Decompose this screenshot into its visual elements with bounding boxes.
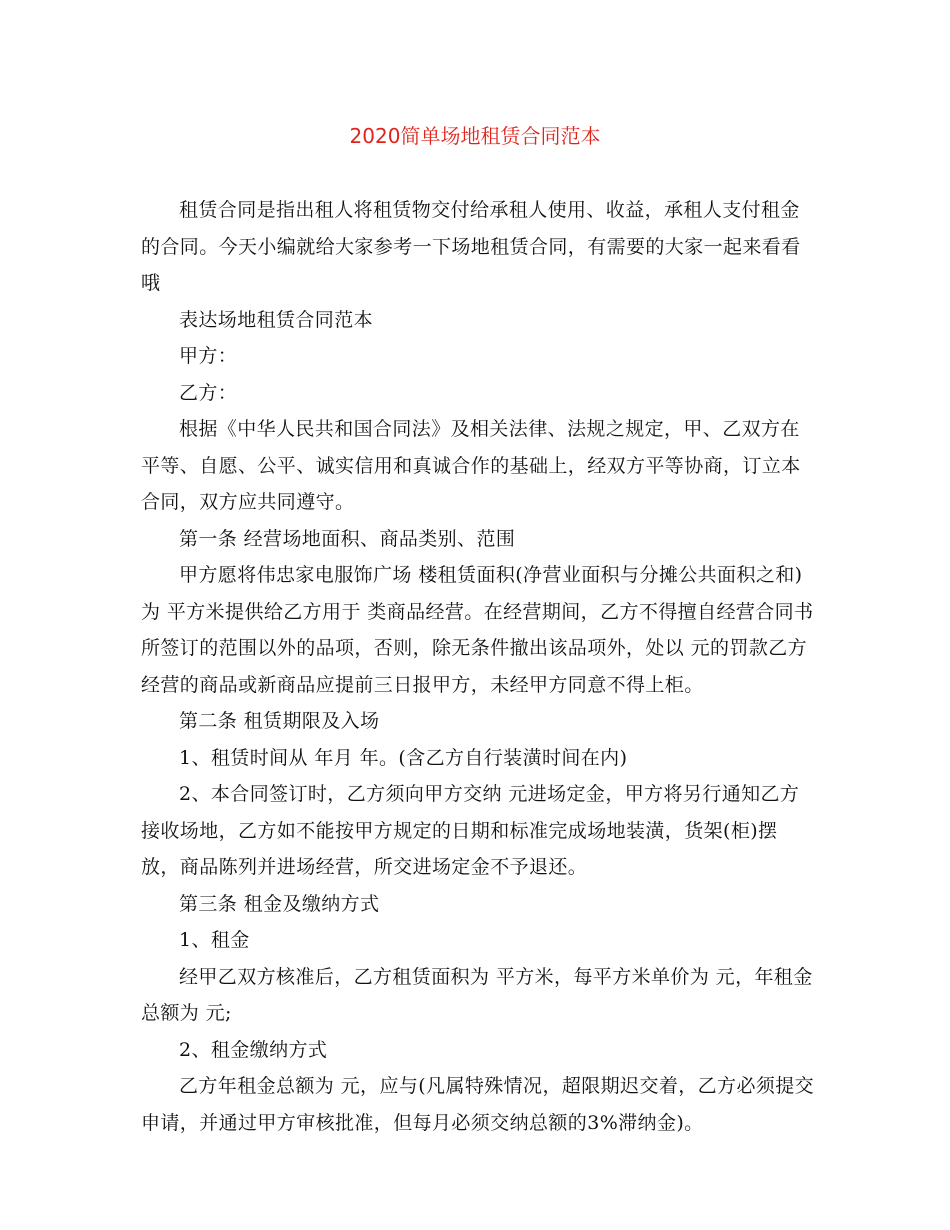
paragraph-intro: 租赁合同是指出租人将租赁物交付给承租人使用、收益，承租人支付租金的合同。今天小编就给大家参考一下场地租赁合同，有需要的大家一起来看看哦 — [141, 199, 801, 294]
paragraph-template-heading: 表达场地租赁合同范本 — [179, 308, 374, 331]
article-three-heading: 第三条 租金及缴纳方式 — [179, 892, 380, 915]
article-one-body: 甲方愿将伟忠家电服饰广场 楼租赁面积(净营业面积与分摊公共面积之和)为 平方米提供给乙方用于 类商品经营。在经营期间，乙方不得擅自经营合同书所签订的范围以外的品项，否则，除无条件撤出该品项外，处以 元的罚款乙方经营的商品或新商品应提前三日报甲方，未经甲方同意不得上柜。 — [141, 564, 814, 696]
article-two-item-2: 2、本合同签订时，乙方须向甲方交纳 元进场定金，甲方将另行通知乙方接收场地，乙方如不能按甲方规定的日期和标准完成场地装潢，货架(柜)摆放，商品陈列并进场经营，所交进场定金不予退还。 — [141, 783, 800, 878]
article-three-payment-heading: 2、租金缴纳方式 — [179, 1038, 328, 1061]
document-title: 2020简单场地租赁合同范本 — [349, 124, 601, 148]
article-one-heading: 第一条 经营场地面积、商品类别、范围 — [179, 527, 516, 550]
article-three-rent-heading: 1、租金 — [179, 929, 250, 951]
paragraph-party-a: 甲方： — [179, 345, 238, 367]
article-two-item-1: 1、租赁时间从 年月 年。(含乙方自行装潢时间在内) — [179, 746, 628, 769]
article-three-payment-body: 乙方年租金总额为 元，应与(凡属特殊情况，超限期迟交着，乙方必须提交申请，并通过甲方审核批准，但每月必须交纳总额的3%滞纳金)。 — [141, 1075, 815, 1134]
article-two-heading: 第二条 租赁期限及入场 — [179, 710, 380, 732]
paragraph-party-b: 乙方： — [179, 381, 238, 404]
article-three-rent-body: 经甲乙双方核准后，乙方租赁面积为 平方米，每平方米单价为 元，年租金总额为 元; — [141, 965, 813, 1024]
document-body — [141, 192, 816, 1141]
paragraph-legal-basis: 根据《中华人民共和国合同法》及相关法律、法规之规定，甲、乙双方在平等、自愿、公平、诚实信用和真诚合作的基础上，经双方平等协商，订立本合同，双方应共同遵守。 — [141, 418, 801, 513]
